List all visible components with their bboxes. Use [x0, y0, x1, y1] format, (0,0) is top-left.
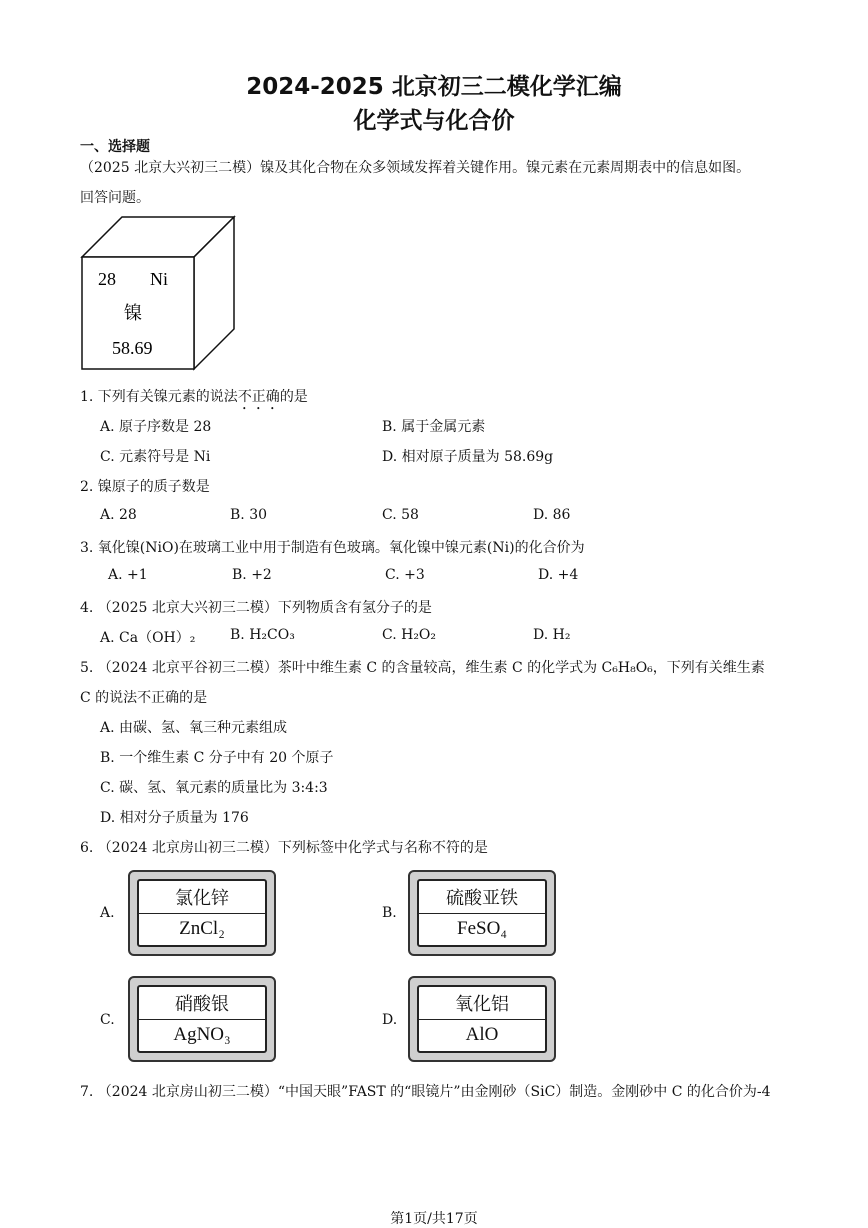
question-6-stem: 6. （2024 北京房山初三二模）下列标签中化学式与名称不符的是	[80, 840, 488, 856]
q2-option-d: D. 86	[533, 507, 571, 523]
element-card	[80, 215, 240, 375]
q5-option-d: D. 相对分子质量为 176	[100, 810, 249, 826]
reagent-label-a	[128, 870, 276, 956]
q1-option-a: A. 原子序数是 28	[100, 419, 212, 435]
reagent-label-c	[128, 976, 276, 1062]
q1-option-c: C. 元素符号是 Ni	[100, 449, 211, 465]
q5-option-a: A. 由碳、氢、氧三种元素组成	[100, 720, 288, 736]
element-symbol: Ni	[150, 269, 168, 289]
page-footer: 第1页/共17页	[390, 1211, 478, 1227]
q3-option-a: A. +1	[108, 567, 148, 583]
q4-option-a: A. Ca（OH）₂	[100, 630, 196, 646]
q6-option-c-letter: C.	[100, 1012, 115, 1028]
q5-option-b: B. 一个维生素 C 分子中有 20 个原子	[100, 750, 334, 766]
question-5-stem-line-2: C 的说法不正确的是	[80, 690, 208, 706]
question-5-stem-line-1: 5. （2024 北京平谷初三二模）茶叶中维生素 C 的含量较高，维生素 C 的化学式为 C₆H₈O₆，下列有关维生素	[80, 660, 765, 676]
q1-option-b: B. 属于金属元素	[382, 419, 486, 435]
section-heading: 一、选择题	[80, 139, 150, 155]
element-number: 28	[98, 269, 116, 289]
q6-option-d-letter: D.	[382, 1012, 398, 1028]
question-1-stem: 1. 下列有关镍元素的说法不正确的是	[80, 389, 308, 405]
label-name: 氧化铝	[419, 987, 545, 1020]
reagent-label-b	[408, 870, 556, 956]
document-title: 2024-2025 北京初三二模化学汇编	[246, 74, 622, 100]
reagent-label-d	[408, 976, 556, 1062]
q6-option-a-letter: A.	[100, 905, 115, 921]
question-4-stem: 4. （2025 北京大兴初三二模）下列物质含有氢分子的是	[80, 600, 432, 616]
q2-option-c: C. 58	[382, 507, 419, 523]
element-name: 镍	[124, 303, 142, 323]
element-mass: 58.69	[112, 338, 153, 358]
label-name: 硝酸银	[139, 987, 265, 1020]
label-name: 氯化锌	[139, 881, 265, 914]
q3-option-d: D. +4	[538, 567, 579, 583]
question-7-stem: 7. （2024 北京房山初三二模）“中国天眼”FAST 的“眼镜片”由金刚砂（SiC）制造。金刚砂中 C 的化合价为-4	[80, 1084, 771, 1100]
q4-option-c: C. H₂O₂	[382, 627, 437, 643]
label-formula: FeSO₄	[457, 918, 507, 939]
q3-option-c: C. +3	[385, 567, 425, 583]
q2-option-a: A. 28	[100, 507, 137, 523]
q6-option-b-letter: B.	[382, 905, 397, 921]
q3-option-b: B. +2	[232, 567, 272, 583]
label-formula: AlO	[465, 1024, 499, 1045]
document-subtitle: 化学式与化合价	[353, 108, 515, 134]
label-formula: ZnCl₂	[179, 918, 225, 939]
q4-option-b: B. H₂CO₃	[230, 627, 295, 643]
intro-line-1: （2025 北京大兴初三二模）镍及其化合物在众多领域发挥着关键作用。镍元素在元素周期表中的信息如图。	[80, 160, 751, 176]
q1-option-d: D. 相对原子质量为 58.69g	[382, 449, 554, 465]
label-formula: AgNO₃	[173, 1024, 231, 1045]
question-2-stem: 2. 镍原子的质子数是	[80, 479, 210, 495]
q2-option-b: B. 30	[230, 507, 268, 523]
question-3-stem: 3. 氧化镍(NiO)在玻璃工业中用于制造有色玻璃。氧化镍中镍元素(Ni)的化合价为	[80, 540, 585, 556]
label-name: 硫酸亚铁	[419, 881, 545, 914]
q4-option-d: D. H₂	[533, 627, 571, 643]
q5-option-c: C. 碳、氢、氧元素的质量比为 3:4:3	[100, 780, 328, 796]
emphasis-text: 不正确	[237, 389, 280, 405]
intro-line-2: 回答问题。	[80, 190, 150, 206]
